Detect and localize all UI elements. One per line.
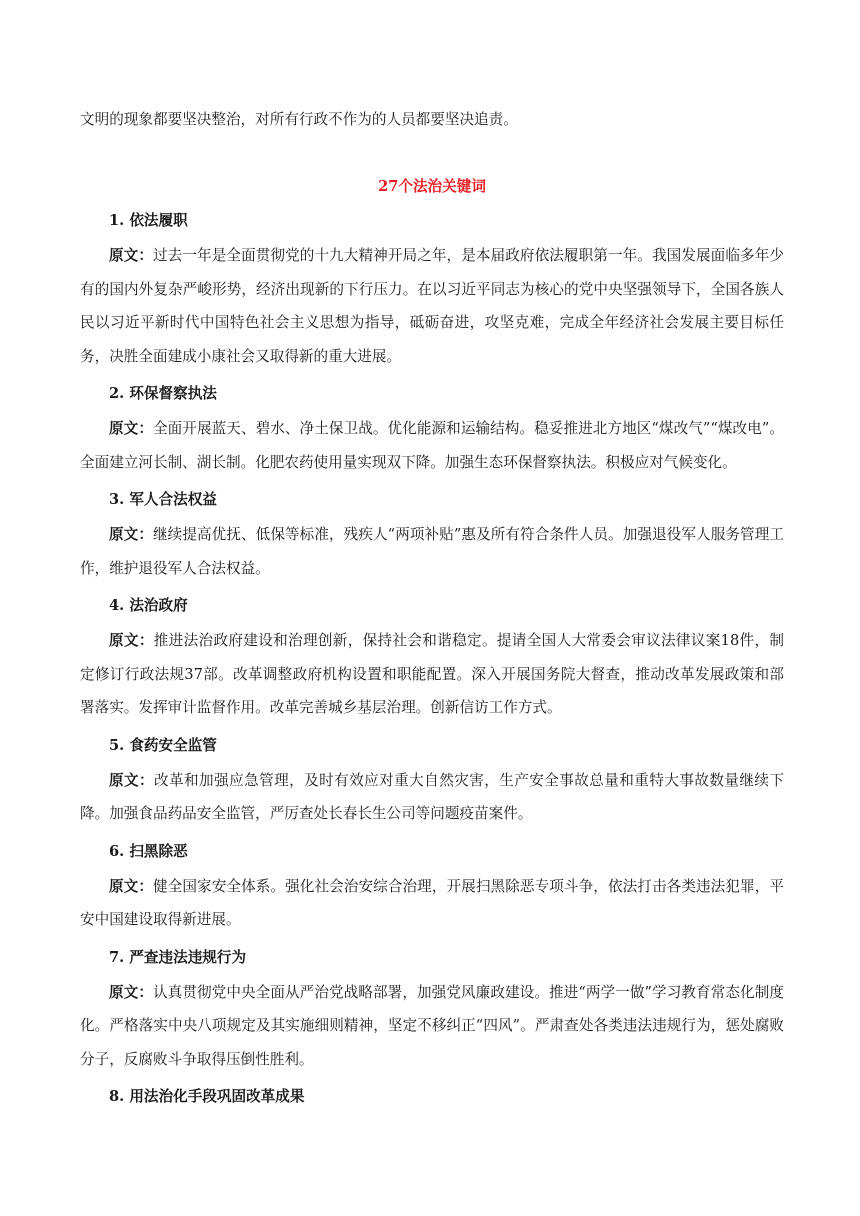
section-3 (80, 481, 784, 585)
section-body (80, 518, 784, 585)
section-body (80, 624, 784, 725)
section-5 (80, 727, 784, 831)
section-body (80, 976, 784, 1077)
source-label: 原文： (109, 526, 153, 543)
source-label: 原文： (109, 877, 154, 895)
section-text: 继续提高优抚、低保等标准，残疾人“两项补贴”惠及所有符合条件人员。加强退役军人服务管理工作，维护退役军人合法权益。 (80, 526, 784, 577)
section-body (80, 870, 784, 937)
lead-paragraph: 文明的现象都要坚决整治，对所有行政不作为的人员都要坚决追责。 (80, 111, 518, 128)
section-text: 过去一年是全面贯彻党的十九大精神开局之年，是本届政府依法履职第一年。我国发展面临多年少有的国内外复杂严峻形势，经济出现新的下行压力。在以习近平同志为核心的党中央坚强领导下，全国各族人民以习近平新时代中国特色社会主义思想为指导，砥砺奋进，攻坚克难，完成全年经济社会发展主要目标任务，决胜全面建成小康社会又取得新的重大进展。 (80, 247, 784, 365)
section-text: 全面开展蓝天、碧水、净土保卫战。优化能源和运输结构。稳妥推进北方地区“煤改气”“煤改电”。全面建立河长制、湖长制。化肥农药使用量实现双下降。加强生态环保督察执法。积极应对气候变化。 (80, 420, 784, 471)
section-heading: 7. 严查违法违规行为 (109, 948, 247, 966)
section-text: 推进法治政府建设和治理创新，保持社会和谐稳定。提请全国人大常委会审议法律议案18件，制定修订行政法规37部。改革调整政府机构设置和职能配置。深入开展国务院大督查，推动改革发展政策和部署落实。发挥审计监督作用。改革完善城乡基层治理。创新信访工作方式。 (80, 632, 784, 716)
section-2 (80, 375, 784, 479)
section-heading: 3. 军人合法权益 (109, 491, 217, 508)
section-6 (80, 833, 784, 937)
keyword-sections (80, 202, 784, 1115)
source-label: 原文： (109, 632, 154, 649)
section-body (80, 239, 784, 373)
source-label: 原文： (109, 771, 155, 789)
section-body (80, 764, 784, 831)
section-heading: 8. 用法治化手段巩固改革成果 (109, 1088, 305, 1105)
section-heading: 5. 食药安全监管 (109, 736, 217, 754)
section-heading: 1. 依法履职 (109, 212, 188, 229)
section-7 (80, 939, 784, 1077)
source-label: 原文： (109, 420, 153, 437)
section-1 (80, 202, 784, 373)
section-heading: 6. 扫黑除恶 (109, 842, 188, 860)
section-text: 认真贯彻党中央全面从严治党战略部署，加强党风廉政建设。推进“两学一做”学习教育常态化制度化。严格落实中央八项规定及其实施细则精神，坚定不移纠正“四风”。严肃查处各类违法违规行为，惩处腐败分子，反腐败斗争取得压倒性胜利。 (80, 983, 784, 1068)
section-4 (80, 587, 784, 725)
document-title: 27个法治关键词 (378, 178, 486, 195)
source-label: 原文： (109, 247, 154, 264)
section-heading: 4. 法治政府 (109, 597, 188, 614)
section-text: 健全国家安全体系。强化社会治安综合治理，开展扫黑除恶专项斗争，依法打击各类违法犯罪，平安中国建设取得新进展。 (80, 877, 784, 928)
section-body (80, 412, 784, 479)
source-label: 原文： (109, 983, 153, 1001)
section-heading: 2. 环保督察执法 (109, 385, 217, 402)
section-text: 改革和加强应急管理，及时有效应对重大自然灾害，生产安全事故总量和重特大事故数量继续下降。加强食品药品安全监管，严厉查处长春长生公司等问题疫苗案件。 (80, 771, 784, 822)
section-8 (80, 1078, 784, 1115)
